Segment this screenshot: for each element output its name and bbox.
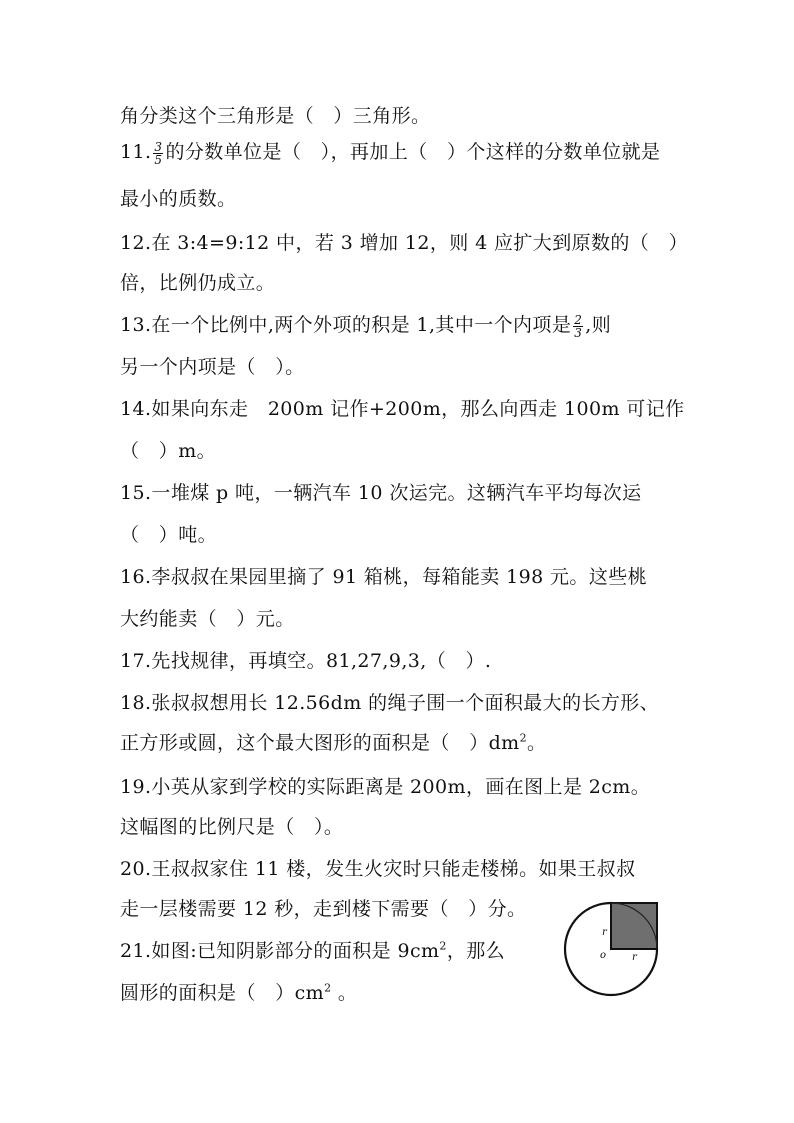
fraction bbox=[573, 314, 583, 339]
radius-label-bottom: r bbox=[632, 952, 637, 963]
radius-label-left: r bbox=[602, 927, 607, 938]
question-line bbox=[120, 187, 236, 211]
question-line bbox=[120, 481, 642, 505]
line-text-pre: 正方形或圆，这个最大图形的面积是（ ）dm bbox=[120, 732, 520, 754]
line-text: 12.在 3:4=9:12 中，若 3 增加 12，则 4 应扩大到原数的（ ） bbox=[120, 232, 689, 254]
square-shaded bbox=[611, 903, 657, 949]
question-line bbox=[120, 104, 430, 128]
question-line bbox=[120, 815, 343, 839]
question-line bbox=[120, 939, 505, 963]
line-text: 最小的质数。 bbox=[120, 188, 237, 210]
line-text-post: ，那么 bbox=[446, 940, 506, 962]
question-line bbox=[120, 523, 217, 547]
fraction bbox=[153, 141, 163, 166]
line-text-pre: 21.如图:已知阴影部分的面积是 9cm bbox=[120, 940, 440, 962]
line-text: （ ）吨。 bbox=[120, 524, 218, 546]
question-line bbox=[120, 231, 688, 255]
line-text-post: 。 bbox=[527, 732, 547, 754]
unit-exponent: 2 bbox=[519, 731, 527, 745]
question-line bbox=[120, 607, 295, 631]
question-line bbox=[120, 775, 650, 799]
line-text: 倍，比例仍成立。 bbox=[120, 272, 276, 294]
question-line bbox=[120, 857, 635, 881]
unit-exponent: 2 bbox=[439, 939, 447, 953]
question-line bbox=[120, 271, 275, 295]
question-line bbox=[120, 897, 526, 921]
question-line bbox=[120, 397, 685, 421]
fraction-numerator: 2 bbox=[574, 312, 583, 327]
line-text: 15.一堆煤 p 吨，一辆汽车 10 次运完。这辆汽车平均每次运 bbox=[120, 482, 642, 504]
center-label: o bbox=[600, 950, 607, 961]
line-text: 走一层楼需要 12 秒，走到楼下需要（ ）分。 bbox=[120, 898, 527, 920]
fraction-numerator: 3 bbox=[154, 139, 163, 154]
line-text: 14.如果向东走 200m 记作+200m，那么向西走 100m 可记作 bbox=[120, 398, 685, 420]
line-text: 18.张叔叔想用长 12.56dm 的绳子围一个面积最大的长方形、 bbox=[120, 692, 660, 714]
line-text: 另一个内项是（ ）。 bbox=[120, 356, 305, 378]
line-text-pre: 13.在一个比例中,两个外项的积是 1,其中一个内项是 bbox=[120, 314, 572, 336]
question-line bbox=[120, 355, 305, 379]
line-text: 大约能卖（ ）元。 bbox=[120, 608, 295, 630]
line-text-post: 的分数单位是（ ），再加上（ ）个这样的分数单位就是 bbox=[165, 141, 661, 163]
question-line bbox=[120, 313, 611, 339]
line-text: 17.先找规律，再填空。81,27,9,3,（ ）. bbox=[120, 650, 492, 672]
fraction-denominator: 3 bbox=[574, 325, 583, 340]
question-line bbox=[120, 649, 491, 673]
line-text: 角分类这个三角形是（ ）三角形。 bbox=[120, 105, 431, 127]
fraction-denominator: 5 bbox=[154, 152, 163, 167]
unit-exponent: 2 bbox=[324, 981, 332, 995]
line-text-pre: 11. bbox=[120, 141, 152, 163]
line-text: 20.王叔叔家住 11 楼，发生火灾时只能走楼梯。如果王叔叔 bbox=[120, 858, 636, 880]
question-line bbox=[120, 981, 357, 1005]
question-line bbox=[120, 731, 546, 755]
line-text: 19.小英从家到学校的实际距离是 200m，画在图上是 2cm。 bbox=[120, 776, 651, 798]
question-line bbox=[120, 565, 647, 589]
line-text-pre: 圆形的面积是（ ）cm bbox=[120, 982, 325, 1004]
circle-square-figure bbox=[562, 898, 664, 1000]
question-line bbox=[120, 691, 659, 715]
line-text-post: ,则 bbox=[585, 314, 612, 336]
line-text-post: 。 bbox=[331, 982, 358, 1004]
line-text: 16.李叔叔在果园里摘了 91 箱桃，每箱能卖 198 元。这些桃 bbox=[120, 566, 648, 588]
question-line bbox=[120, 439, 216, 463]
question-line bbox=[120, 140, 660, 166]
line-text: （ ）m。 bbox=[120, 440, 217, 462]
line-text: 这幅图的比例尺是（ ）。 bbox=[120, 816, 344, 838]
